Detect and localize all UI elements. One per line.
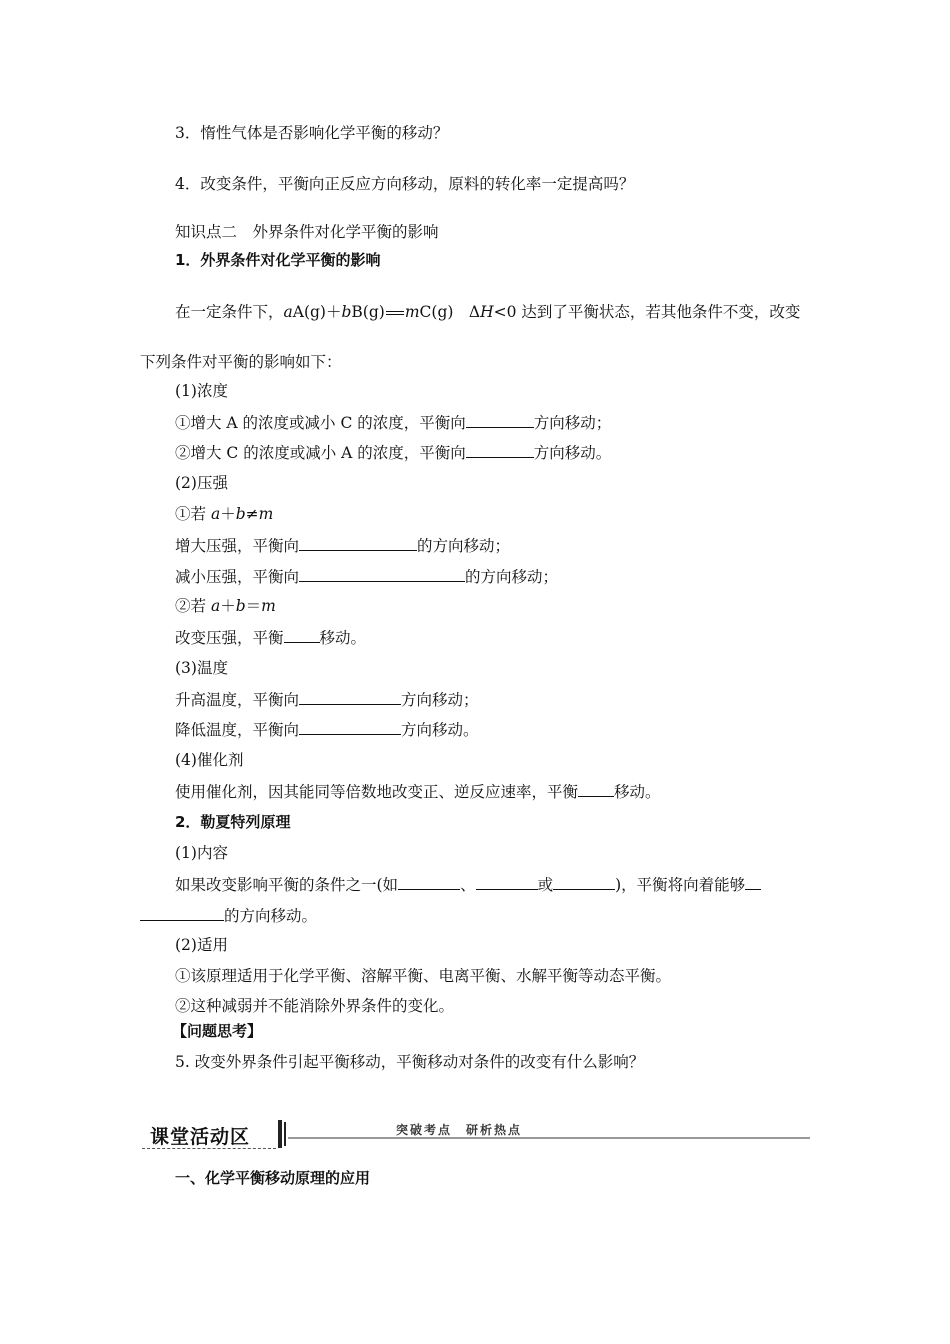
banner-underline [142,1148,276,1149]
text: 使用催化剂，因其能同等倍数地改变正、逆反应速率，平衡 [175,783,579,801]
intro-text-2: <0 达到了平衡状态，若其他条件不变，改变 [493,303,801,321]
section-banner [142,1118,810,1154]
answer-blank[interactable] [299,566,465,582]
answer-blank[interactable] [284,627,320,643]
text: 的方向移动。 [224,907,318,925]
text: 方向移动； [401,691,479,709]
answer-blank[interactable] [398,874,460,890]
pressure-title: (2)压强 [175,474,228,492]
text: 移动。 [319,629,367,647]
pressure-change [175,627,366,648]
text: ＝ [245,597,262,615]
section-heading: 知识点二 外界条件对化学平衡的影响 [175,223,439,241]
temperature-title: (3)温度 [175,659,228,677]
principle-continuation [140,905,317,926]
banner-bar [278,1120,282,1148]
pressure-decrease [175,566,558,587]
var-b: b [235,505,246,523]
text: ＋ [220,597,236,615]
var-m: m [261,597,276,615]
banner-subtitle: 突破考点 研析热点 [396,1123,523,1137]
answer-blank[interactable] [578,781,614,797]
apply-item-2: ②这种减弱并不能消除外界条件的变化。 [175,997,455,1015]
var-a: a [210,505,221,523]
answer-blank[interactable] [299,719,401,735]
text: ≠ [245,505,259,523]
answer-blank[interactable] [745,874,761,890]
catalyst-title: (4)催化剂 [175,751,244,769]
answer-blank[interactable] [299,535,417,551]
text: 移动。 [614,783,661,801]
text: 的方向移动； [465,568,559,586]
species-c: C(g) Δ [419,303,481,321]
intro-continuation: 下列条件对平衡的影响如下： [140,353,342,371]
answer-blank[interactable] [299,689,401,705]
text: ②若 [175,597,211,615]
banner-bar-thin [284,1122,286,1146]
text: ①若 [175,505,211,523]
subsection-2-title: 2．勒夏特列原理 [175,813,291,831]
concentration-item-1 [175,412,611,433]
intro-text: 在一定条件下， [175,303,284,321]
apply-title: (2)适用 [175,936,228,954]
temperature-raise [175,689,479,710]
text: 降低温度，平衡向 [175,721,300,739]
pressure-case-2 [175,596,276,616]
text: )，平衡将向着能够 [615,876,746,894]
principle-text [175,874,761,895]
equilibrium-arrow-icon [386,311,404,315]
answer-blank[interactable] [553,874,615,890]
temperature-lower [175,719,479,740]
text: 方向移动； [533,414,612,432]
banner-title: 课堂活动区 [150,1126,251,1148]
coef-a: a [283,303,293,321]
think-title: 【问题思考】 [172,1022,263,1040]
question-4: 4．改变条件，平衡向正反应方向移动，原料的转化率一定提高吗？ [175,175,635,193]
text: 减小压强，平衡向 [175,568,300,586]
part-1-title: 一、化学平衡移动原理的应用 [175,1169,371,1187]
text: 如果改变影响平衡的条件之一(如 [175,876,399,894]
question-3: 3．惰性气体是否影响化学平衡的移动？ [175,124,449,142]
text: ①增大 A 的浓度或减小 C 的浓度，平衡向 [175,414,466,432]
text: 的方向移动； [417,537,511,555]
coef-m: m [404,303,420,321]
text: 增大压强，平衡向 [175,537,300,555]
text: 或 [537,876,554,894]
concentration-item-2 [175,442,611,463]
concentration-title: (1)浓度 [175,382,228,400]
text: ＋ [220,505,236,523]
answer-blank[interactable] [466,412,534,428]
question-5: 5. 改变外界条件引起平衡移动，平衡移动对条件的改变有什么影响？ [175,1053,645,1071]
var-m: m [258,505,274,523]
content-title: (1)内容 [175,844,228,862]
answer-blank[interactable] [466,442,534,458]
banner-rule [288,1137,810,1139]
answer-blank[interactable] [476,874,538,890]
pressure-increase [175,535,510,556]
text: 方向移动。 [533,444,612,462]
species-b: B(g) [351,303,385,321]
catalyst-text [175,781,661,802]
equation-line [175,302,800,322]
subsection-1-title: 1．外界条件对化学平衡的影响 [175,251,381,269]
apply-item-1: ①该原理适用于化学平衡、溶解平衡、电离平衡、水解平衡等动态平衡。 [175,967,672,985]
text: 方向移动。 [401,721,479,739]
answer-blank[interactable] [140,905,224,921]
enthalpy-symbol: H [480,303,494,321]
text: 改变压强，平衡 [175,629,284,647]
var-b: b [235,597,246,615]
coef-b: b [341,303,352,321]
species-a: A(g)＋ [292,303,342,321]
var-a: a [210,597,221,615]
text: 、 [460,876,476,894]
text: 升高温度，平衡向 [175,691,300,709]
text: ②增大 C 的浓度或减小 A 的浓度，平衡向 [175,444,466,462]
pressure-case-1 [175,504,273,524]
